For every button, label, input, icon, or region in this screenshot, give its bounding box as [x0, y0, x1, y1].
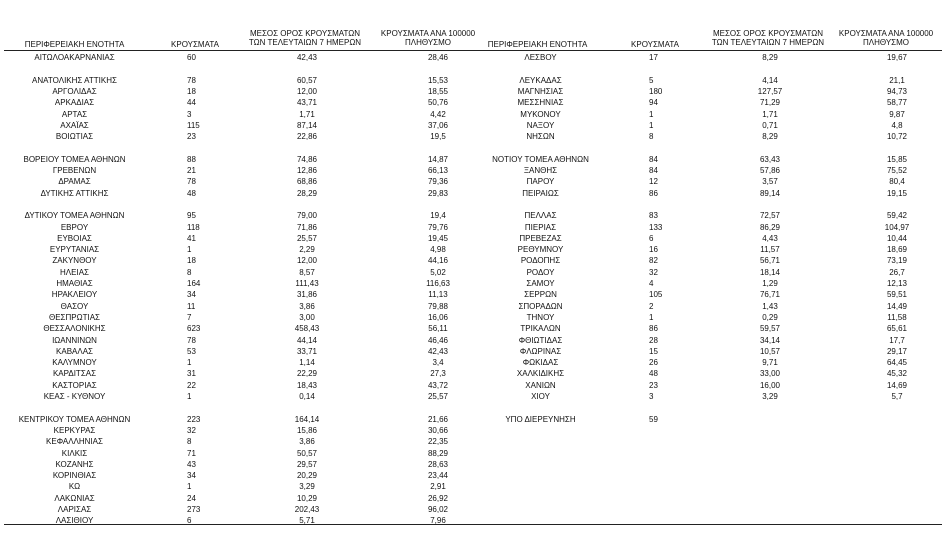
left-avg-value: 1,14 [299, 358, 315, 368]
left-avg-value: 12,00 [296, 256, 318, 266]
left-region-name: ΗΛΕΙΑΣ [60, 267, 89, 277]
right-cases-value: 4 [649, 279, 654, 288]
left-region-name: ΓΡΕΒΕΝΩΝ [52, 166, 97, 175]
left-rate-value: 30,66 [427, 425, 449, 435]
left-avg-value: 25,57 [296, 233, 318, 243]
right-avg-value: 16,00 [759, 380, 781, 390]
right-region-name: ΜΑΓΝΗΣΙΑΣ [517, 86, 564, 96]
left-cases-value: 31 [187, 369, 196, 379]
left-region-name: ΔΥΤΙΚΗΣ ΑΤΤΙΚΗΣ [40, 188, 109, 198]
left-region-name: ΑΝΑΤΟΛΙΚΗΣ ΑΤΤΙΚΗΣ [32, 75, 117, 85]
left-cases-value: 34 [187, 290, 196, 300]
left-region-name: ΛΑΣΙΘΙΟΥ [55, 516, 94, 526]
header-rate-left-line1: ΚΡΟΥΣΜΑΤΑ ΑΝΑ 100000 [380, 29, 476, 38]
right-cases-value: 59 [649, 414, 658, 424]
left-rate-value: 25,57 [427, 392, 449, 401]
right-region-name: ΜΥΚΟΝΟΥ [520, 109, 561, 119]
left-cases-value: 1 [187, 392, 192, 401]
right-rate-value: 12,13 [886, 279, 908, 288]
left-rate-value: 96,02 [427, 505, 449, 514]
right-cases-value: 48 [649, 369, 658, 379]
left-region-name: ΔΥΤΙΚΟΥ ΤΟΜΕΑ ΑΘΗΝΩΝ [24, 211, 125, 221]
left-avg-value: 71,86 [296, 222, 318, 232]
left-avg-value: 68,86 [296, 177, 318, 187]
right-avg-value: 71,29 [759, 98, 781, 108]
left-cases-value: 88 [187, 154, 196, 164]
left-rate-value: 37,06 [427, 120, 449, 130]
left-cases-value: 115 [187, 120, 200, 130]
right-rate-value: 104,97 [884, 222, 910, 232]
left-rate-value: 66,13 [427, 166, 449, 175]
right-region-name: ΦΩΚΙΔΑΣ [522, 358, 559, 368]
left-rate-value: 79,36 [427, 177, 449, 187]
left-rate-value: 5,02 [430, 267, 446, 277]
left-rate-value: 21,66 [427, 414, 449, 424]
right-region-name: ΜΕΣΣΗΝΙΑΣ [517, 98, 564, 108]
header-avg-right-line1: ΜΕΣΟΣ ΟΡΟΣ ΚΡΟΥΣΜΑΤΩΝ [712, 29, 824, 38]
left-rate-value: 50,76 [427, 98, 449, 108]
header-rate-right-line2: ΠΛΗΘΥΣΜΟ [862, 38, 910, 47]
right-cases-value: 86 [649, 188, 658, 198]
right-region-name: ΣΕΡΡΩΝ [524, 290, 557, 300]
right-rate-value: 94,73 [886, 86, 908, 96]
right-rate-value: 5,7 [891, 392, 903, 401]
left-avg-value: 28,29 [296, 188, 318, 198]
right-region-name: ΠΑΡΟΥ [526, 177, 555, 187]
left-rate-value: 7,96 [430, 516, 446, 526]
left-region-name: ΚΑΣΤΟΡΙΑΣ [52, 380, 97, 390]
right-cases-value: 82 [649, 256, 658, 266]
right-cases-value: 16 [649, 245, 658, 255]
right-region-name: ΡΕΘΥΜΝΟΥ [517, 245, 564, 255]
right-cases-value: 3 [649, 392, 654, 401]
right-cases-value: 83 [649, 211, 658, 221]
right-region-name: ΛΕΥΚΑΔΑΣ [519, 75, 562, 85]
right-cases-value: 2 [649, 301, 654, 311]
header-cases-right: ΚΡΟΥΣΜΑΤΑ [631, 40, 679, 49]
right-avg-value: 59,57 [759, 324, 781, 334]
left-avg-value: 22,86 [296, 132, 318, 142]
right-cases-value: 26 [649, 358, 658, 368]
left-avg-value: 164,14 [294, 414, 320, 424]
left-avg-value: 12,00 [296, 86, 318, 96]
left-rate-value: 28,63 [427, 459, 449, 469]
right-region-name: ΣΠΟΡΑΔΩΝ [518, 301, 563, 311]
right-cases-value: 23 [649, 380, 658, 390]
left-cases-value: 118 [187, 222, 200, 232]
header-avg-left [240, 29, 370, 47]
right-avg-value: 3,57 [762, 177, 778, 187]
left-rate-value: 79,88 [427, 301, 449, 311]
left-cases-value: 223 [187, 414, 201, 424]
left-rate-value: 16,06 [427, 312, 449, 322]
left-cases-value: 43 [187, 459, 196, 469]
left-avg-value: 20,29 [296, 471, 318, 481]
left-avg-value: 0,14 [299, 392, 315, 401]
right-region-name: ΦΘΙΩΤΙΔΑΣ [518, 335, 563, 345]
left-cases-value: 48 [187, 188, 196, 198]
left-region-name: ΕΥΡΥΤΑΝΙΑΣ [49, 245, 100, 255]
left-region-name: ΚΑΡΔΙΤΣΑΣ [52, 369, 97, 379]
right-avg-value: 1,43 [762, 301, 778, 311]
right-rate-value: 26,7 [889, 267, 905, 277]
left-avg-value: 3,00 [299, 312, 315, 322]
left-rate-value: 42,43 [427, 346, 449, 356]
right-rate-value: 58,77 [886, 98, 908, 108]
right-rate-value: 17,7 [889, 335, 905, 345]
left-cases-value: 53 [187, 346, 196, 356]
left-region-name: ΘΕΣΣΑΛΟΝΙΚΗΣ [43, 324, 106, 334]
left-avg-value: 1,71 [299, 109, 315, 119]
right-region-name: ΠΕΙΡΑΙΩΣ [522, 188, 559, 198]
left-avg-value: 3,86 [299, 301, 315, 311]
left-avg-value: 31,86 [296, 290, 318, 300]
header-rate-right-line1: ΚΡΟΥΣΜΑΤΑ ΑΝΑ 100000 [838, 29, 934, 38]
left-rate-value: 19,4 [430, 211, 446, 221]
right-rate-value: 59,51 [886, 290, 908, 300]
right-region-name: ΠΕΛΛΑΣ [524, 211, 557, 221]
left-rate-value: 79,76 [427, 222, 449, 232]
left-avg-value: 111,43 [295, 279, 319, 288]
right-avg-value: 1,71 [762, 109, 778, 119]
left-avg-value: 2,29 [299, 245, 315, 255]
left-rate-value: 14,87 [427, 154, 449, 164]
left-rate-value: 18,55 [427, 86, 449, 96]
left-avg-value: 42,43 [296, 53, 318, 62]
left-avg-value: 29,57 [296, 459, 318, 469]
right-avg-value: 76,71 [759, 290, 781, 300]
left-region-name: ΑΡΤΑΣ [61, 109, 88, 119]
left-cases-value: 24 [187, 493, 196, 503]
left-cases-value: 32 [187, 425, 196, 435]
left-cases-value: 6 [187, 516, 192, 526]
right-cases-value: 86 [649, 324, 658, 334]
top-rule [4, 50, 942, 51]
header-region-left: ΠΕΡΙΦΕΡΕΙΑΚΗ ΕΝΟΤΗΤΑ [24, 40, 125, 49]
left-avg-value: 10,29 [296, 493, 318, 503]
left-cases-value: 78 [187, 75, 196, 85]
right-avg-value: 8,29 [762, 53, 778, 62]
right-rate-value: 10,72 [886, 132, 908, 142]
right-rate-value: 10,44 [886, 233, 908, 243]
left-cases-value: 11 [187, 301, 196, 311]
right-region-name: ΡΟΔΟΠΗΣ [520, 256, 561, 266]
right-region-name: ΤΡΙΚΑΛΩΝ [520, 324, 561, 334]
right-rate-value: 29,17 [886, 346, 908, 356]
right-cases-value: 1 [649, 120, 654, 130]
left-avg-value: 74,86 [296, 154, 318, 164]
right-region-name: ΝΟΤΙΟΥ ΤΟΜΕΑ ΑΘΗΝΩΝ [492, 154, 589, 164]
right-rate-value: 14,69 [886, 380, 908, 390]
left-avg-value: 5,71 [299, 516, 315, 526]
left-rate-value: 29,83 [427, 188, 449, 198]
left-cases-value: 23 [187, 132, 196, 142]
right-rate-value: 45,32 [886, 369, 908, 379]
left-cases-value: 8 [187, 437, 192, 447]
left-cases-value: 164 [187, 279, 201, 288]
right-region-name: ΝΑΞΟΥ [526, 120, 555, 130]
right-rate-value: 11,58 [887, 312, 907, 322]
right-cases-value: 84 [649, 166, 658, 175]
right-rate-value: 19,67 [886, 53, 908, 62]
left-region-name: ΖΑΚΥΝΘΟΥ [52, 256, 97, 266]
header-rate-right [826, 29, 946, 47]
left-avg-value: 44,14 [296, 335, 318, 345]
right-region-name: ΝΗΣΩΝ [526, 132, 555, 142]
left-region-name: ΚΩ [68, 482, 81, 492]
header-avg-left-line1: ΜΕΣΟΣ ΟΡΟΣ ΚΡΟΥΣΜΑΤΩΝ [249, 29, 361, 38]
left-cases-value: 1 [187, 482, 192, 492]
right-region-name: ΧΙΟΥ [531, 392, 550, 401]
left-region-name: ΛΑΡΙΣΑΣ [57, 505, 92, 514]
left-cases-value: 22 [187, 380, 196, 390]
left-cases-value: 44 [187, 98, 196, 108]
left-region-name: ΚΕΡΚΥΡΑΣ [53, 425, 96, 435]
right-region-name: ΦΛΩΡΙΝΑΣ [519, 346, 562, 356]
left-rate-value: 43,72 [427, 380, 449, 390]
right-rate-value: 21,1 [889, 75, 905, 85]
right-cases-value: 1 [649, 312, 654, 322]
left-rate-value: 28,46 [427, 53, 449, 62]
left-avg-value: 202,43 [294, 505, 320, 514]
left-cases-value: 41 [187, 233, 196, 243]
right-region-name: ΧΑΝΙΩΝ [525, 380, 556, 390]
left-region-name: ΗΡΑΚΛΕΙΟΥ [51, 290, 98, 300]
right-rate-value: 65,61 [886, 324, 908, 334]
right-region-name: ΛΕΣΒΟΥ [524, 53, 557, 62]
right-cases-value: 17 [649, 53, 658, 62]
right-cases-value: 32 [649, 267, 658, 277]
left-avg-value: 33,71 [296, 346, 318, 356]
left-region-name: ΚΟΡΙΝΘΙΑΣ [52, 471, 97, 481]
right-avg-value: 18,14 [759, 267, 781, 277]
left-rate-value: 88,29 [427, 448, 449, 458]
right-avg-value [740, 415, 800, 425]
right-region-name: ΠΙΕΡΙΑΣ [524, 222, 557, 232]
left-rate-value: 11,13 [428, 290, 448, 300]
left-rate-value: 4,98 [430, 245, 446, 255]
left-cases-value: 78 [187, 335, 196, 345]
right-avg-value: 8,29 [762, 132, 778, 142]
left-avg-value: 8,57 [299, 267, 315, 277]
left-cases-value: 3 [187, 109, 192, 119]
right-region-name: ΣΑΜΟΥ [526, 279, 555, 288]
header-avg-right-line2: ΤΩΝ ΤΕΛΕΥΤΑΙΩΝ 7 ΗΜΕΡΩΝ [711, 38, 825, 47]
header-avg-right [703, 29, 833, 47]
left-rate-value: 19,45 [427, 233, 449, 243]
right-cases-value: 12 [649, 177, 658, 187]
left-rate-value: 19,5 [430, 132, 446, 142]
left-rate-value: 3,4 [432, 358, 444, 368]
right-rate-value: 15,85 [886, 154, 908, 164]
right-avg-value: 4,14 [762, 75, 778, 85]
left-region-name: ΑΧΑΪΑΣ [60, 120, 89, 130]
header-region-right: ΠΕΡΙΦΕΡΕΙΑΚΗ ΕΝΟΤΗΤΑ [487, 40, 588, 49]
left-region-name: ΑΙΤΩΛΟΑΚΑΡΝΑΝΙΑΣ [34, 53, 115, 62]
right-cases-value: 180 [649, 86, 663, 96]
right-avg-value: 11,57 [760, 245, 780, 255]
left-region-name: ΛΑΚΩΝΙΑΣ [54, 493, 95, 503]
left-region-name: ΕΥΒΟΙΑΣ [57, 233, 92, 243]
left-region-name: ΘΑΣΟΥ [60, 301, 89, 311]
left-cases-value: 8 [187, 267, 192, 277]
left-rate-value: 44,16 [427, 256, 449, 266]
right-avg-value: 1,29 [762, 279, 778, 288]
right-region-name: ΡΟΔΟΥ [526, 267, 555, 277]
left-cases-value: 18 [187, 256, 196, 266]
right-avg-value: 33,00 [759, 369, 781, 379]
right-rate-value: 14,49 [886, 301, 908, 311]
left-region-name: ΚΕΑΣ - ΚΥΘΝΟΥ [43, 392, 106, 401]
right-rate-value: 73,19 [886, 256, 908, 266]
right-avg-value: 56,71 [759, 256, 781, 266]
right-cases-value: 84 [649, 154, 658, 164]
right-avg-value: 72,57 [759, 211, 781, 221]
right-avg-value: 34,14 [759, 335, 781, 345]
right-rate-value: 80,4 [889, 177, 905, 187]
left-region-name: ΚΑΛΥΜΝΟΥ [52, 358, 97, 368]
left-rate-value: 4,42 [430, 109, 446, 119]
left-avg-value: 18,43 [296, 380, 318, 390]
right-avg-value: 0,29 [762, 312, 778, 322]
left-cases-value: 623 [187, 324, 201, 334]
left-region-name: ΚΕΝΤΡΙΚΟΥ ΤΟΜΕΑ ΑΘΗΝΩΝ [18, 414, 131, 424]
right-region-name: ΤΗΝΟΥ [526, 312, 555, 322]
right-avg-value: 9,71 [762, 358, 778, 368]
right-region-name: ΠΡΕΒΕΖΑΣ [519, 233, 562, 243]
left-avg-value: 43,71 [296, 98, 318, 108]
right-avg-value: 63,43 [759, 154, 781, 164]
right-avg-value: 0,71 [762, 120, 778, 130]
left-avg-value: 12,86 [296, 166, 318, 175]
left-region-name: ΚΙΛΚΙΣ [61, 448, 88, 458]
left-cases-value: 95 [187, 211, 196, 221]
left-avg-value: 79,00 [296, 211, 318, 221]
left-avg-value: 3,86 [299, 437, 315, 447]
left-cases-value: 78 [187, 177, 196, 187]
left-region-name: ΑΡΚΑΔΙΑΣ [54, 98, 95, 108]
header-rate-left-line2: ΠΛΗΘΥΣΜΟ [404, 38, 452, 47]
right-avg-value: 57,86 [759, 166, 781, 175]
right-rate-value: 64,45 [886, 358, 908, 368]
header-avg-left-line2: ΤΩΝ ΤΕΛΕΥΤΑΙΩΝ 7 ΗΜΕΡΩΝ [248, 38, 362, 47]
left-avg-value: 50,57 [296, 448, 318, 458]
right-avg-value: 4,43 [762, 233, 778, 243]
left-region-name: ΒΟΙΩΤΙΑΣ [55, 132, 94, 142]
left-avg-value: 458,43 [294, 324, 320, 334]
left-rate-value: 116,63 [426, 279, 450, 288]
right-cases-value: 105 [649, 290, 663, 300]
left-region-name: ΚΟΖΑΝΗΣ [55, 459, 94, 469]
left-region-name: ΕΒΡΟΥ [60, 222, 89, 232]
left-rate-value: 27,3 [430, 369, 446, 379]
left-region-name: ΚΑΒΑΛΑΣ [56, 346, 93, 356]
right-avg-value: 86,29 [759, 222, 781, 232]
left-avg-value: 22,29 [296, 369, 318, 379]
right-cases-value: 6 [649, 233, 654, 243]
left-cases-value: 1 [187, 358, 192, 368]
right-cases-value: 15 [649, 346, 658, 356]
right-rate-value [862, 415, 932, 425]
right-avg-value: 127,57 [757, 86, 783, 96]
left-region-name: ΘΕΣΠΡΩΤΙΑΣ [49, 312, 100, 322]
left-cases-value: 18 [187, 86, 196, 96]
right-cases-value: 94 [649, 98, 658, 108]
left-avg-value: 60,57 [296, 75, 318, 85]
left-avg-value: 3,29 [299, 482, 315, 492]
right-rate-value: 59,42 [886, 211, 908, 221]
right-rate-value: 9,87 [889, 109, 905, 119]
right-rate-value: 75,52 [886, 166, 908, 175]
right-avg-value: 10,57 [759, 346, 781, 356]
right-avg-value: 89,14 [759, 188, 781, 198]
left-cases-value: 60 [187, 53, 196, 62]
right-region-name: ΞΑΝΘΗΣ [523, 166, 558, 175]
left-rate-value: 15,53 [427, 75, 449, 85]
left-rate-value: 26,92 [427, 493, 449, 503]
right-cases-value: 133 [649, 222, 663, 232]
left-cases-value: 34 [187, 471, 196, 481]
left-cases-value: 1 [187, 245, 192, 255]
right-cases-value: 1 [649, 109, 654, 119]
left-region-name: ΙΩΑΝΝΙΝΩΝ [52, 335, 97, 345]
left-region-name: ΗΜΑΘΙΑΣ [56, 279, 93, 288]
left-rate-value: 2,91 [430, 482, 446, 492]
right-cases-value: 5 [649, 75, 654, 85]
right-avg-value: 3,29 [762, 392, 778, 401]
left-region-name: ΒΟΡΕΙΟΥ ΤΟΜΕΑ ΑΘΗΝΩΝ [23, 154, 126, 164]
right-rate-value: 19,15 [886, 188, 908, 198]
left-region-name: ΚΕΦΑΛΛΗΝΙΑΣ [46, 437, 103, 447]
right-region-name: ΥΠΟ ΔΙΕΡΕΥΝΗΣΗ [505, 414, 576, 424]
right-rate-value: 4,8 [891, 120, 903, 130]
header-cases-left: ΚΡΟΥΣΜΑΤΑ [171, 40, 219, 49]
left-rate-value: 22,35 [427, 437, 449, 447]
left-rate-value: 23,44 [427, 471, 449, 481]
right-rate-value: 18,69 [886, 245, 908, 255]
left-cases-value: 21 [187, 166, 196, 175]
left-region-name: ΑΡΓΟΛΙΔΑΣ [52, 86, 97, 96]
right-cases-value: 8 [649, 132, 654, 142]
left-cases-value: 7 [187, 312, 192, 322]
left-rate-value: 56,11 [428, 324, 448, 334]
right-cases-value: 28 [649, 335, 658, 345]
left-avg-value: 87,14 [296, 120, 318, 130]
left-rate-value: 46,46 [427, 335, 449, 345]
left-region-name: ΔΡΑΜΑΣ [58, 177, 91, 187]
left-avg-value: 15,86 [296, 425, 318, 435]
left-cases-value: 71 [187, 448, 196, 458]
left-cases-value: 273 [187, 505, 201, 514]
right-region-name: ΧΑΛΚΙΔΙΚΗΣ [516, 369, 565, 379]
